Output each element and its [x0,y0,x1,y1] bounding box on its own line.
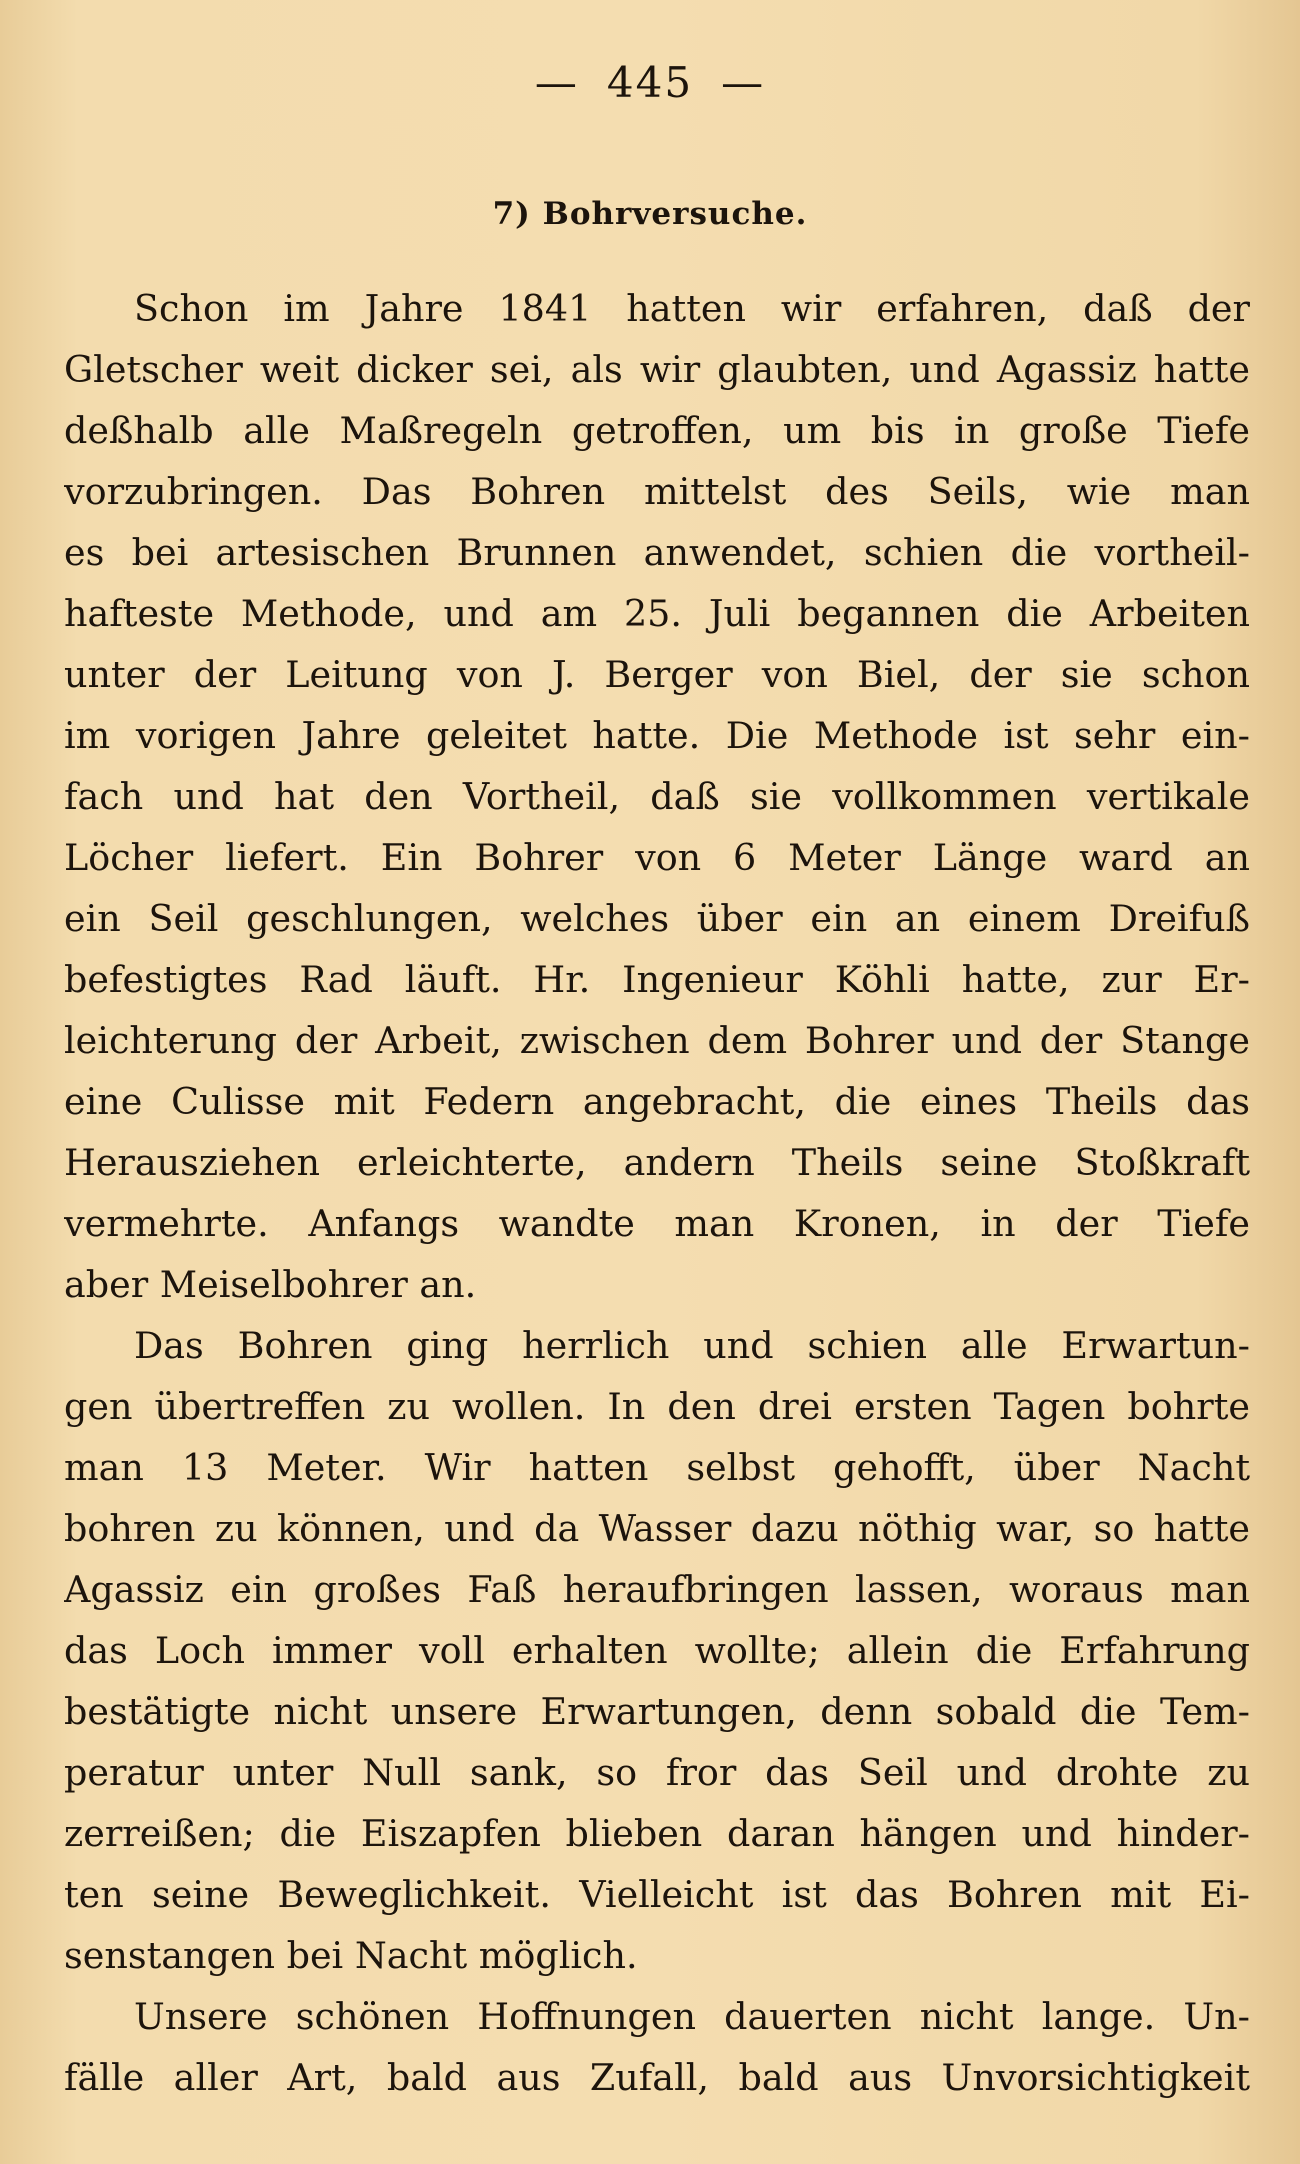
text-line: fach und hat den Vortheil, daß sie vollkommen vertikale [64,775,1250,818]
text-line: Herausziehen erleichterte, andern Theils seine Stoßkraft [64,1141,1250,1184]
text-line: Das Bohren ging herrlich und schien alle Erwartun- [134,1324,1250,1367]
header-dash-left: — [534,58,579,107]
text-line: aber Meiselbohrer an. [64,1263,477,1306]
header-dash-right: — [721,58,766,107]
text-line: Löcher liefert. Ein Bohrer von 6 Meter Länge ward an [64,836,1250,879]
text-line: bestätigte nicht unsere Erwartungen, denn sobald die Tem- [64,1690,1250,1733]
text-line: hafteste Methode, und am 25. Juli begannen die Arbeiten [64,592,1250,635]
text-line: man 13 Meter. Wir hatten selbst gehofft, über Nacht [64,1446,1250,1489]
text-line: deßhalb alle Maßregeln getroffen, um bis in große Tiefe [64,409,1250,452]
text-line: peratur unter Null sank, so fror das Seil und drohte zu [64,1751,1250,1794]
page-header [0,58,1300,107]
text-line: fälle aller Art, bald aus Zufall, bald aus Unvorsichtigkeit [64,2056,1250,2099]
text-line: befestigtes Rad läuft. Hr. Ingenieur Köhli hatte, zur Er- [64,958,1250,1001]
section-title: 7) Bohrversuche. [492,196,808,232]
text-line: ein Seil geschlungen, welches über ein an einem Dreifuß [64,897,1250,940]
text-line: Unsere schönen Hoffnungen dauerten nicht lange. Un- [134,1995,1250,2038]
text-line: leichterung der Arbeit, zwischen dem Bohrer und der Stange [64,1019,1250,1062]
text-line: das Loch immer voll erhalten wollte; allein die Erfahrung [64,1629,1250,1672]
text-line: es bei artesischen Brunnen anwendet, schien die vortheil- [64,531,1250,574]
text-line: bohren zu können, und da Wasser dazu nöthig war, so hatte [64,1507,1250,1550]
text-line: vorzubringen. Das Bohren mittelst des Seils, wie man [64,470,1250,513]
body-text [64,278,1250,2108]
text-line: zerreißen; die Eiszapfen blieben daran hängen und hinder- [64,1812,1250,1855]
text-line: vermehrte. Anfangs wandte man Kronen, in der Tiefe [64,1202,1250,1245]
text-line: senstangen bei Nacht möglich. [64,1934,638,1977]
text-line: im vorigen Jahre geleitet hatte. Die Methode ist sehr ein- [64,714,1250,757]
text-line: unter der Leitung von J. Berger von Biel, der sie schon [64,653,1250,696]
text-line: Schon im Jahre 1841 hatten wir erfahren, daß der [134,287,1250,330]
text-line: ten seine Beweglichkeit. Vielleicht ist das Bohren mit Ei- [64,1873,1250,1916]
text-line: eine Culisse mit Federn angebracht, die eines Theils das [64,1080,1250,1123]
page-number: 445 [606,58,694,107]
text-line: Agassiz ein großes Faß heraufbringen lassen, woraus man [64,1568,1250,1611]
text-line: Gletscher weit dicker sei, als wir glaubten, und Agassiz hatte [64,348,1250,391]
text-line: gen übertreffen zu wollen. In den drei ersten Tagen bohrte [64,1385,1250,1428]
